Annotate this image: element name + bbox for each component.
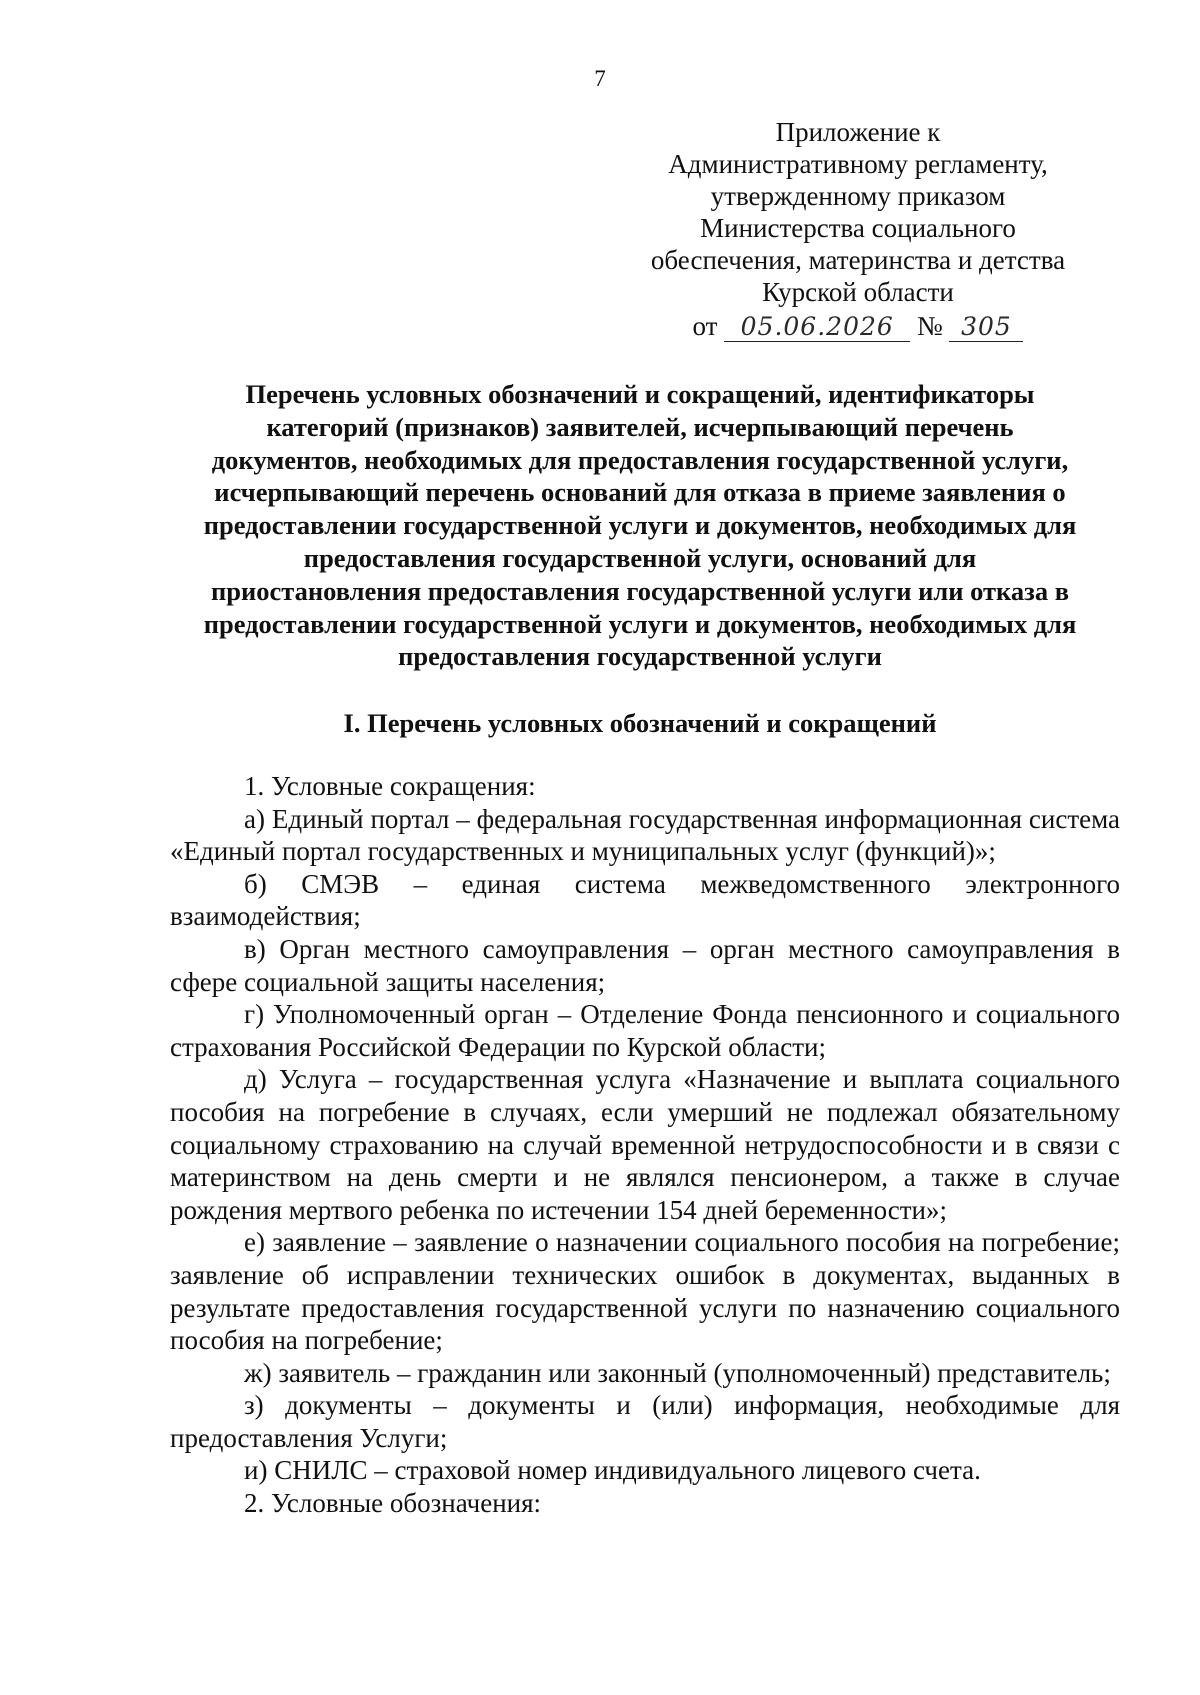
title-line: предоставлении государственной услуги и документов, необходимых для <box>203 510 1077 541</box>
title-line: категорий (признаков) заявителей, исчерпывающий перечень <box>266 411 1014 442</box>
title-line: исчерпывающий перечень оснований для отказа в приеме заявления о <box>214 477 1066 508</box>
number-sign: № <box>916 311 943 341</box>
title-line: предоставлении государственной услуги и документов, необходимых для <box>203 608 1077 639</box>
paragraph: г) Уполномоченный орган – Отделение Фонда пенсионного и социального страхования Российской Федерации по Курской области; <box>170 999 1120 1062</box>
paragraph: в) Орган местного самоуправления – орган местного самоуправления в сфере социальной защиты населения; <box>170 933 1120 997</box>
paragraph: е) заявление – заявление о назначении социального пособия на погребение; заявление об исправлении технических ошибок в документах, выданных в результате предоставления государственной услуги по назначению социального пособия на погребение; <box>170 1227 1120 1356</box>
paragraph: 2. Условные обозначения: <box>244 1488 542 1519</box>
title-line: предоставления государственной услуги, оснований для <box>303 542 977 573</box>
title-line: приостановления предоставления государственной услуги или отказа в <box>210 575 1070 606</box>
appendix-line: Курской области <box>762 277 954 307</box>
document-title <box>160 378 1120 673</box>
handwritten-number: 305 <box>949 313 1023 342</box>
handwritten-date: 05.06.2026 <box>724 313 910 342</box>
title-line: документов, необходимых для предоставления государственной услуги, <box>211 444 1069 475</box>
paragraph: а) Единый портал – федеральная государственная информационная система «Единый портал государственных и муниципальных услуг (функций)»; <box>170 803 1120 867</box>
document-body <box>170 770 1120 1520</box>
appendix-line: Приложение к <box>775 117 941 147</box>
appendix-line: утвержденному приказом <box>710 181 1006 211</box>
date-prefix: от <box>692 311 718 341</box>
paragraph: з) документы – документы и (или) информация, необходимые для предоставления Услуги; <box>170 1390 1120 1453</box>
appendix-line: обеспечения, материнства и детства <box>650 245 1066 275</box>
appendix-line: Административному регламенту, <box>668 149 1048 179</box>
paragraph: 1. Условные сокращения: <box>244 771 536 801</box>
paragraph: б) СМЭВ – единая система межведомственного электронного взаимодействия; <box>170 868 1120 932</box>
paragraph: д) Услуга – государственная услуга «Назначение и выплата социального пособия на погребение в случаях, если умерший не подлежал обязательному социальному страхованию на случай временной нетрудоспособности и в связи с материнством на день смерти и не являлся пенсионером, а также в случае рождения мертвого ребенка по истечении 154 дней беременности»; <box>170 1064 1120 1225</box>
appendix-date-line <box>648 310 1068 342</box>
section-heading: I. Перечень условных обозначений и сокращений <box>343 708 937 738</box>
paragraph: и) СНИЛС – страховой номер индивидуального лицевого счета. <box>244 1455 981 1486</box>
paragraph: ж) заявитель – гражданин или законный (уполномоченный) представитель; <box>244 1357 1111 1388</box>
page-number: 7 <box>594 66 606 91</box>
appendix-line: Министерства социального <box>700 213 1016 243</box>
title-line: предоставления государственной услуги <box>398 641 882 672</box>
title-line: Перечень условных обозначений и сокращений, идентификаторы <box>245 379 1035 409</box>
appendix-block <box>648 116 1068 342</box>
